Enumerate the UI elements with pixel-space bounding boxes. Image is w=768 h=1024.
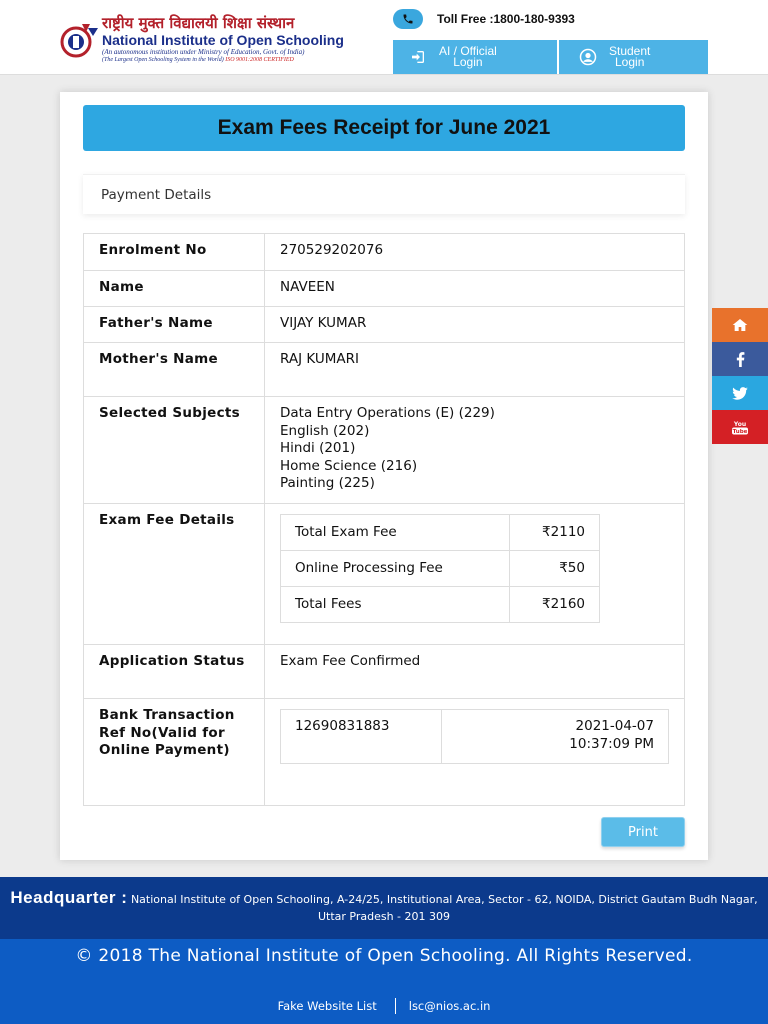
- print-button[interactable]: Print: [601, 817, 685, 847]
- logo-hindi-text: राष्ट्रीय मुक्त विद्यालयी शिक्षा संस्थान: [102, 14, 295, 32]
- receipt-table: [83, 233, 685, 806]
- footer-links: [0, 998, 768, 1014]
- bank-row: [281, 710, 669, 764]
- facebook-icon[interactable]: [712, 342, 768, 376]
- name-value: NAVEEN: [265, 271, 685, 307]
- father-name-value: VIJAY KUMAR: [265, 307, 685, 343]
- official-login-button[interactable]: AI / Official Login: [393, 40, 557, 74]
- table-row: [84, 271, 685, 307]
- youtube-icon[interactable]: [712, 410, 768, 444]
- hq-address: National Institute of Open Schooling, A-24/25, Institutional Area, Sector - 62, NOIDA, District Gautam Budh Nagar, Uttar Pradesh - 201 309: [130, 893, 758, 923]
- subjects-list: [265, 397, 685, 504]
- site-header: [0, 0, 768, 75]
- receipt-card: [60, 92, 708, 860]
- bank-ref-value: 12690831883: [281, 710, 442, 764]
- subject-item: Data Entry Operations (E) (229): [280, 405, 495, 421]
- fee-details-label: Exam Fee Details: [84, 504, 265, 645]
- nios-logo[interactable]: [60, 14, 390, 72]
- fee-amount: ₹2160: [510, 587, 600, 623]
- logo-tagline: (The Largest Open Schooling System in the World) ISO 9001:2008 CERTIFIED: [102, 57, 294, 63]
- table-row: [84, 343, 685, 397]
- status-label: Application Status: [84, 645, 265, 699]
- enrolment-label: Enrolment No: [84, 234, 265, 271]
- fee-label: Total Fees: [281, 587, 510, 623]
- status-value: Exam Fee Confirmed: [265, 645, 685, 699]
- home-icon[interactable]: [712, 308, 768, 342]
- twitter-icon[interactable]: [712, 376, 768, 410]
- logo-english-text: National Institute of Open Schooling: [102, 32, 344, 48]
- logo-subtitle: (An autonomous institution under Ministry of Education, Govt. of India): [102, 48, 305, 56]
- login-arrow-icon: [407, 46, 429, 68]
- svg-text:You: You: [733, 421, 747, 428]
- payment-details-header: [83, 174, 685, 214]
- name-label: Name: [84, 271, 265, 307]
- bank-datetime: [442, 710, 669, 764]
- fee-label: Online Processing Fee: [281, 551, 510, 587]
- table-row: [84, 234, 685, 271]
- subject-item: English (202): [280, 422, 370, 439]
- social-sidebar: [712, 308, 768, 444]
- phone-icon: [393, 9, 423, 29]
- mother-name-value: RAJ KUMARI: [265, 343, 685, 397]
- receipt-title: Exam Fees Receipt for June 2021: [217, 116, 551, 139]
- footer-copyright: [0, 939, 768, 1024]
- bank-ref-label: Bank Transaction Ref No(Valid for Online Payment): [84, 699, 265, 806]
- bank-ref-cell: [265, 699, 685, 806]
- mother-name-label: Mother's Name: [84, 343, 265, 397]
- fee-amount: ₹50: [510, 551, 600, 587]
- subjects-label: Selected Subjects: [84, 397, 265, 504]
- bank-table: [280, 709, 669, 764]
- logo-iso-text: ISO 9001:2008 CERTIFIED: [225, 57, 294, 63]
- bank-time: 10:37:09 PM: [569, 735, 654, 752]
- hq-label: Headquarter :: [10, 888, 128, 907]
- table-row: [84, 307, 685, 343]
- toll-free-number: Toll Free :1800-180-9393: [437, 12, 575, 26]
- receipt-title-bar: [83, 105, 685, 151]
- subject-item: Painting (225): [280, 475, 375, 491]
- user-icon: [577, 46, 599, 68]
- email-link[interactable]: lsc@nios.ac.in: [408, 999, 491, 1013]
- fake-website-link[interactable]: Fake Website List: [277, 999, 377, 1013]
- subject-item: Home Science (216): [280, 457, 418, 474]
- father-name-label: Father's Name: [84, 307, 265, 343]
- table-row: [84, 699, 685, 806]
- fee-details-cell: [265, 504, 685, 645]
- link-separator: [395, 998, 396, 1014]
- subject-item: Hindi (201): [280, 440, 356, 456]
- fee-amount: ₹2110: [510, 515, 600, 551]
- student-login-button[interactable]: Student Login: [559, 40, 708, 74]
- fee-row: [281, 551, 600, 587]
- table-row: [84, 504, 685, 645]
- footer-headquarter: [0, 877, 768, 939]
- nios-emblem-icon: [60, 20, 100, 60]
- fee-row: [281, 587, 600, 623]
- payment-details-label: Payment Details: [101, 186, 212, 203]
- toll-free-contact: [393, 8, 575, 30]
- fee-row: [281, 515, 600, 551]
- table-row: [84, 645, 685, 699]
- fee-label: Total Exam Fee: [281, 515, 510, 551]
- fee-table: [280, 514, 600, 623]
- copyright-text: © 2018 The National Institute of Open Schooling. All Rights Reserved.: [75, 946, 693, 966]
- bank-date: 2021-04-07: [575, 718, 654, 734]
- table-row: [84, 397, 685, 504]
- enrolment-value: 270529202076: [265, 234, 685, 271]
- svg-text:Tube: Tube: [732, 429, 748, 435]
